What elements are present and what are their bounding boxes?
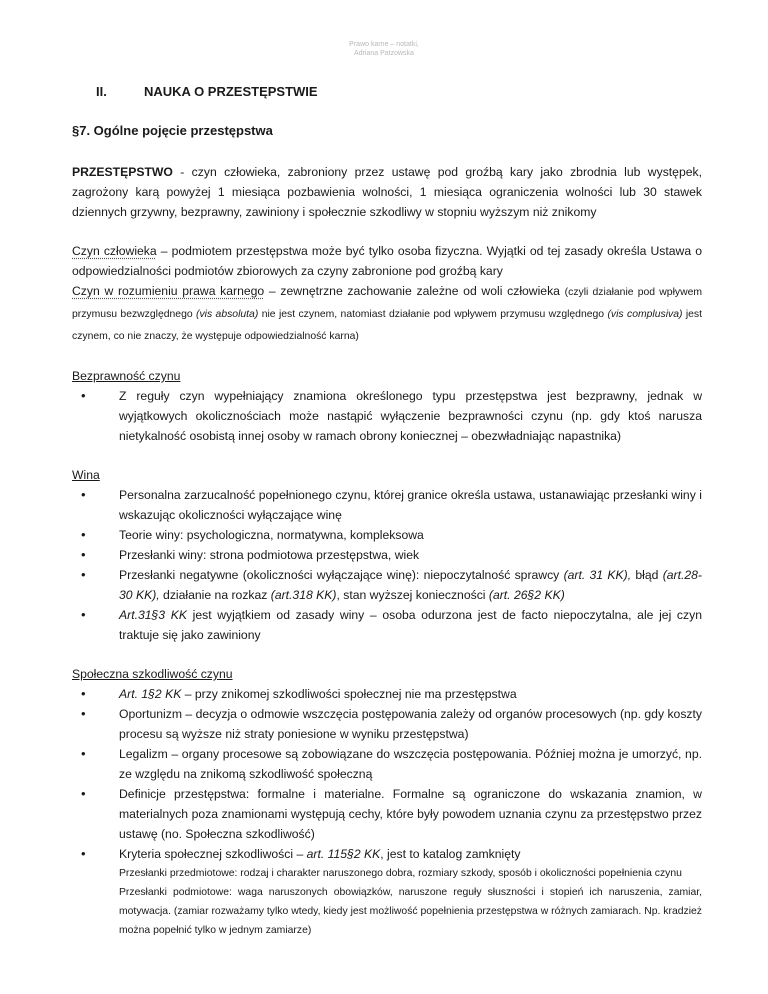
czyn-note: (czyli działanie pod wpływem przymusu bezwzględnego (vis absoluta) nie jest czynem, natomiast działanie pod wpływem przymusu względnego (vis complusiva) jest czynem, co nie znaczy, że występuje odpowiedzialność karna) [72,287,703,342]
czyn-czlowieka-paragraph [72,241,702,281]
header-note [0,40,768,58]
list-item: • Definicje przestępstwa: formalne i materialne. Formalne są ograniczone do wskazania znamion, w materialnych poza znamionami występują cechy, które były powodem uznania czynu za przestępstwo przez ustawę (no. Społeczna szkodliwość) [72,784,702,844]
list-item: • Przesłanki negatywne (okoliczności wyłączające winę): niepoczytalność sprawcy (art. 31 KK), błąd (art.28-30 KK), działanie na rozkaz (art.318 KK), stan wyższej konieczności (art. 26§2 KK) [72,565,702,605]
header-note-line1: Prawo karne – notatki, [349,41,419,48]
list-item: • Oportunizm – decyzja o odmowie wszczęcia postępowania zależy od organów procesowych (np. gdy koszty procesu są wyższe niż straty poniesione w wyniku przestępstwa) [72,704,702,744]
list-item: • Z reguły czyn wypełniający znamiona określonego typu przestępstwa jest bezprawny, jednak w wyjątkowych okolicznościach może nastąpić wyłączenie bezprawności czynu (np. gdy ktoś narusza nietykalność osobistą innej osoby w ramach obrony koniecznej – obezwładniając napastnika) [72,386,702,446]
przeslanki-przedmiotowe: Przesłanki przedmiotowe: rodzaj i charakter naruszonego dobra, rozmiary szkody, sposób i okoliczności popełnienia czynu [119,868,682,879]
wina-list [72,485,702,645]
definition-paragraph [72,162,702,222]
czyn-czlowieka-label: Czyn człowieka [72,244,157,258]
chapter-title: NAUKA O PRZESTĘPSTWIE [144,84,318,99]
przeslanki-podmiotowe: Przesłanki podmiotowe: waga naruszonych obowiązków, naruszone reguły słuszności i stopień ich naruszenia, zamiar, motywacja. (zamiar rozważamy tylko wtedy, kiedy jest możliwość popełnienia przestępstwa w różnych zamiarach. Np. kradzież można popełnić tylko w jednym zamiarze) [119,887,702,936]
bezprawnosc-heading: Bezprawność czynu [72,369,181,383]
list-item: • Legalizm – organy procesowe są zobowiązane do wszczęcia postępowania. Później można je umorzyć, np. ze względu na znikomą szkodliwość społeczną [72,744,702,784]
wina-heading: Wina [72,468,100,482]
list-item: • Personalna zarzucalność popełnionego czynu, której granice określa ustawa, ustanawiając przesłanki winy i wskazując okoliczności wyłączające winę [72,485,702,525]
czyn-czlowieka-text: – podmiotem przestępstwa może być tylko osoba fizyczna. Wyjątki od tej zasady określa Ustawa o odpowiedzialności podmiotów zbiorowych za czyny zabronione pod groźbą kary [72,244,702,278]
list-item: • Art.31§3 KK jest wyjątkiem od zasady winy – osoba odurzona jest de facto niepoczytalna, ale jej czyn traktuje się jako zawiniony [72,605,702,645]
czyn-prawa-karnego-paragraph [72,281,702,347]
header-note-line2: Adriana Patzowska [354,50,414,57]
document-body [72,162,702,940]
section-title: §7. Ogólne pojęcie przestępstwa [72,123,273,138]
szkodliwosc-list [72,684,702,864]
czyn-prawa-karnego-label: Czyn w rozumieniu prawa karnego [72,284,265,298]
list-item: • Przesłanki winy: strona podmiotowa przestępstwa, wiek [72,545,702,565]
list-item: • Art. 1§2 KK – przy znikomej szkodliwości społecznej nie ma przestępstwa [72,684,702,704]
list-item: • Teorie winy: psychologiczna, normatywna, kompleksowa [72,525,702,545]
bezprawnosc-list [72,386,702,446]
szkodliwosc-heading: Społeczna szkodliwość czynu [72,667,233,681]
chapter-heading [96,84,318,99]
list-item: • Kryteria społecznej szkodliwości – art. 115§2 KK, jest to katalog zamknięty [72,844,702,864]
definition-term: PRZESTĘPSTWO [72,165,173,179]
czyn-prawa-karnego-text: – zewnętrzne zachowanie zależne od woli człowieka [264,284,565,298]
definition-text: - czyn człowieka, zabroniony przez ustawę pod groźbą kary jako zbrodnia lub występek, zagrożony karą powyżej 1 miesiąca pozbawienia wolności, 1 miesiąca ograniczenia wolności lub 30 stawek dziennych grzywny, bezprawny, zawiniony i społecznie szkodliwy w stopniu wyższym niż znikomy [72,165,702,219]
chapter-number: II. [96,84,107,99]
